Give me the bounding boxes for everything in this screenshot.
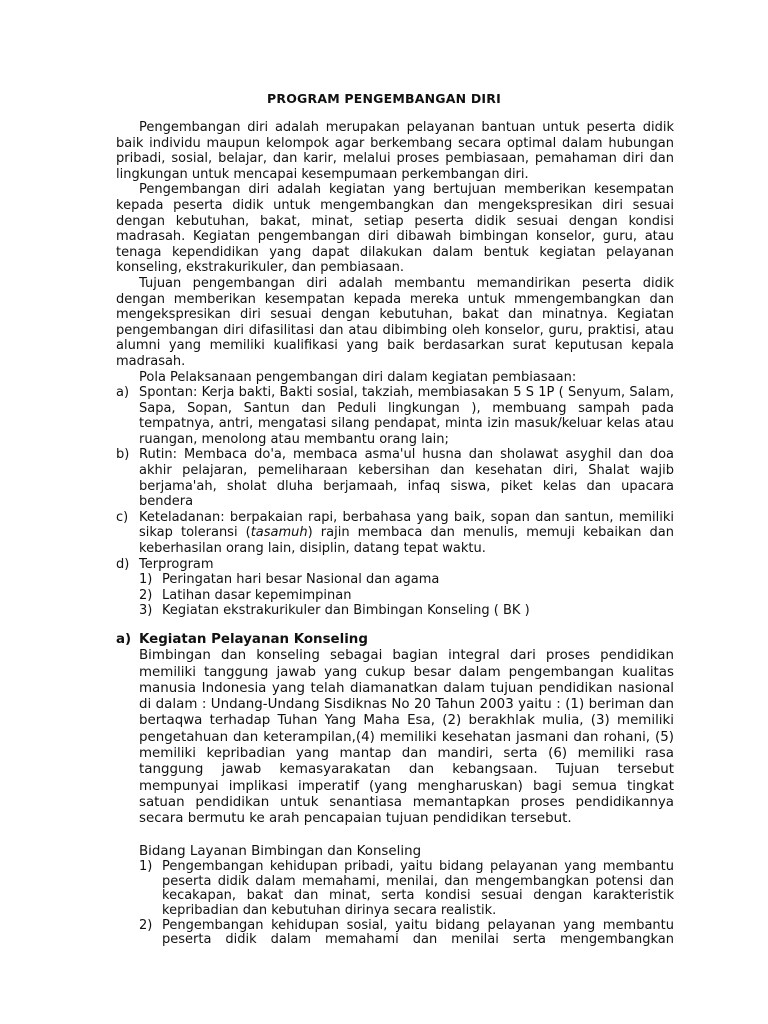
bidang-text: Pengembangan kehidupan sosial, yaitu bidang pelayanan yang membantu peserta didik dalam memahami dan menilai serta mengembangkan bbox=[162, 917, 674, 948]
bidang-list bbox=[116, 860, 674, 948]
paragraph-3: Tujuan pengembangan diri adalah membantu memandirikan peserta didik dengan memberikan kesempatan kepada mereka untuk mmengembangkan dan mengekspresikan diri sesuai dengan kebutuhan, bakat dan minatnya. Kegiatan pengembangan diri difasilitasi dan atau dibimbing oleh konselor, guru, praktisi, atau alumni yang memiliki kualifikasi yang baik berdasarkan surat keputusan kepala madrasah. bbox=[116, 275, 674, 369]
paragraph-2: Pengembangan diri adalah kegiatan yang bertujuan memberikan kesempatan kepada peserta didik untuk mengembangkan dan mengekspresikan diri sesuai dengan kebutuhan, bakat, minat, setiap peserta didik sesuai dengan kondisi madrasah. Kegiatan pengembangan diri dibawah bimbingan konselor, guru, atau tenaga kependidikan yang dapat dilakukan dalam bentuk kegiatan pelayanan konseling, ekstrakurikuler, dan pembiasaan. bbox=[116, 182, 674, 276]
sub-list-item bbox=[139, 588, 674, 604]
list-text: Terprogram bbox=[139, 556, 214, 572]
sub-list-text: Kegiatan ekstrakurikuler dan Bimbingan Konseling ( BK ) bbox=[162, 603, 530, 619]
bidang-label: 2) bbox=[139, 917, 153, 933]
section-label: a) bbox=[116, 632, 132, 647]
list-label: d) bbox=[116, 556, 130, 572]
page-title: PROGRAM PENGEMBANGAN DIRI bbox=[267, 91, 501, 106]
sub-list-text: Latihan dasar kepemimpinan bbox=[162, 587, 352, 603]
section-body bbox=[116, 648, 674, 860]
list-text-part: Keteladanan: berpakaian rapi, berbahasa yang baik, sopan dan santun, memiliki sikap toleransi ( bbox=[139, 509, 674, 541]
bidang-text: Pengembangan kehidupan pribadi, yaitu bidang pelayanan yang membantu peserta didik dalam memahami, menilai, dan mengembangkan potensi dan kecakapan, bakat dan minat, serta kondisi sesuai dengan karakteristik kepribadian dan kebutuhan dirinya secara realistik. bbox=[162, 858, 674, 918]
list-text: Rutin: Membaca do'a, membaca asma'ul husna dan sholawat asyghil dan doa akhir pelajaran, pemeliharaan kebersihan dan kesehatan diri, Shalat wajib berjama'ah, sholat dluha berjamaah, infaq siswa, piket kelas dan upacara bendera bbox=[139, 447, 674, 510]
section-konseling bbox=[116, 632, 674, 948]
sub-list-label: 2) bbox=[139, 587, 153, 603]
list-text-part: ) rajin membaca dan menulis, memuji kebaikan dan keberhasilan orang lain, disiplin, datang tepat waktu. bbox=[139, 525, 674, 557]
list-text: Spontan: Kerja bakti, Bakti sosial, takziah, membiasakan 5 S 1P ( Senyum, Salam, Sapa, Sopan, Santun dan Peduli lingkungan ), membuang sampah pada tempatnya, antri, mengatasi silang pendapat, minta izin masuk/keluar kelas atau ruangan, menolong atau membantu orang lain; bbox=[139, 385, 674, 447]
sub-list-label: 3) bbox=[139, 603, 153, 619]
bidang-list-item bbox=[139, 860, 674, 919]
sub-list-label: 1) bbox=[139, 572, 153, 588]
document-body bbox=[116, 120, 674, 948]
bidang-list-item bbox=[139, 919, 674, 948]
sub-list-text: Peringatan hari besar Nasional dan agama bbox=[162, 572, 440, 588]
list-item bbox=[116, 447, 674, 509]
section-title: Kegiatan Pelayanan Konseling bbox=[139, 632, 368, 647]
section-heading bbox=[116, 632, 674, 648]
sub-list bbox=[116, 572, 674, 619]
sub-list-item bbox=[139, 603, 674, 619]
paragraph-1: Pengembangan diri adalah merupakan pelayanan bantuan untuk peserta didik baik individu maupun kelompok agar berkembang secara optimal dalam hubungan pribadi, sosial, belajar, dan karir, melalui proses pembiasaan, pemahaman diri dan lingkungan untuk mencapai kesempumaan perkembangan diri. bbox=[116, 120, 674, 182]
bidang-label: 1) bbox=[139, 858, 153, 874]
list-label: a) bbox=[116, 385, 130, 401]
section-subheading: Bidang Layanan Bimbingan dan Konseling bbox=[139, 843, 422, 859]
list-item bbox=[116, 557, 674, 573]
list-item bbox=[116, 510, 674, 557]
paragraph-4: Pola Pelaksanaan pengembangan diri dalam kegiatan pembiasaan: bbox=[139, 369, 577, 385]
list-label: b) bbox=[116, 447, 130, 463]
spacer bbox=[139, 828, 674, 844]
sub-list-item bbox=[139, 572, 674, 588]
section-paragraph: Bimbingan dan konseling sebagai bagian integral dari proses pendidikan memiliki tanggung jawab yang cukup besar dalam pengembangan kualitas manusia Indonesia yang telah diamanatkan dalam tujuan pendidikan nasional di dalam : Undang-Undang Sisdiknas No 20 Tahun 2003 yaitu : (1) beriman dan bertaqwa terhadap Tuhan Yang Maha Esa, (2) berakhlak mulia, (3) memiliki pengetahuan dan keterampilan,(4) memiliki kesehatan jasmani dan rohani, (5) memiliki kepribadian yang mantap dan mandiri, serta (6) memiliki rasa tanggung jawab kemasyarakatan dan kebangsaan. Tujuan tersebut mempunyai implikasi imperatif (yang mengharuskan) bagi semua tingkat satuan pendidikan untuk senantiasa memantapkan proses pendidikannya secara bermutu ke arah pencapaian tujuan pendidikan tersebut. bbox=[139, 648, 674, 827]
list-text-italic: tasamuh bbox=[250, 525, 308, 541]
list-label: c) bbox=[116, 509, 129, 525]
list-text bbox=[139, 510, 674, 557]
list-item bbox=[116, 385, 674, 447]
